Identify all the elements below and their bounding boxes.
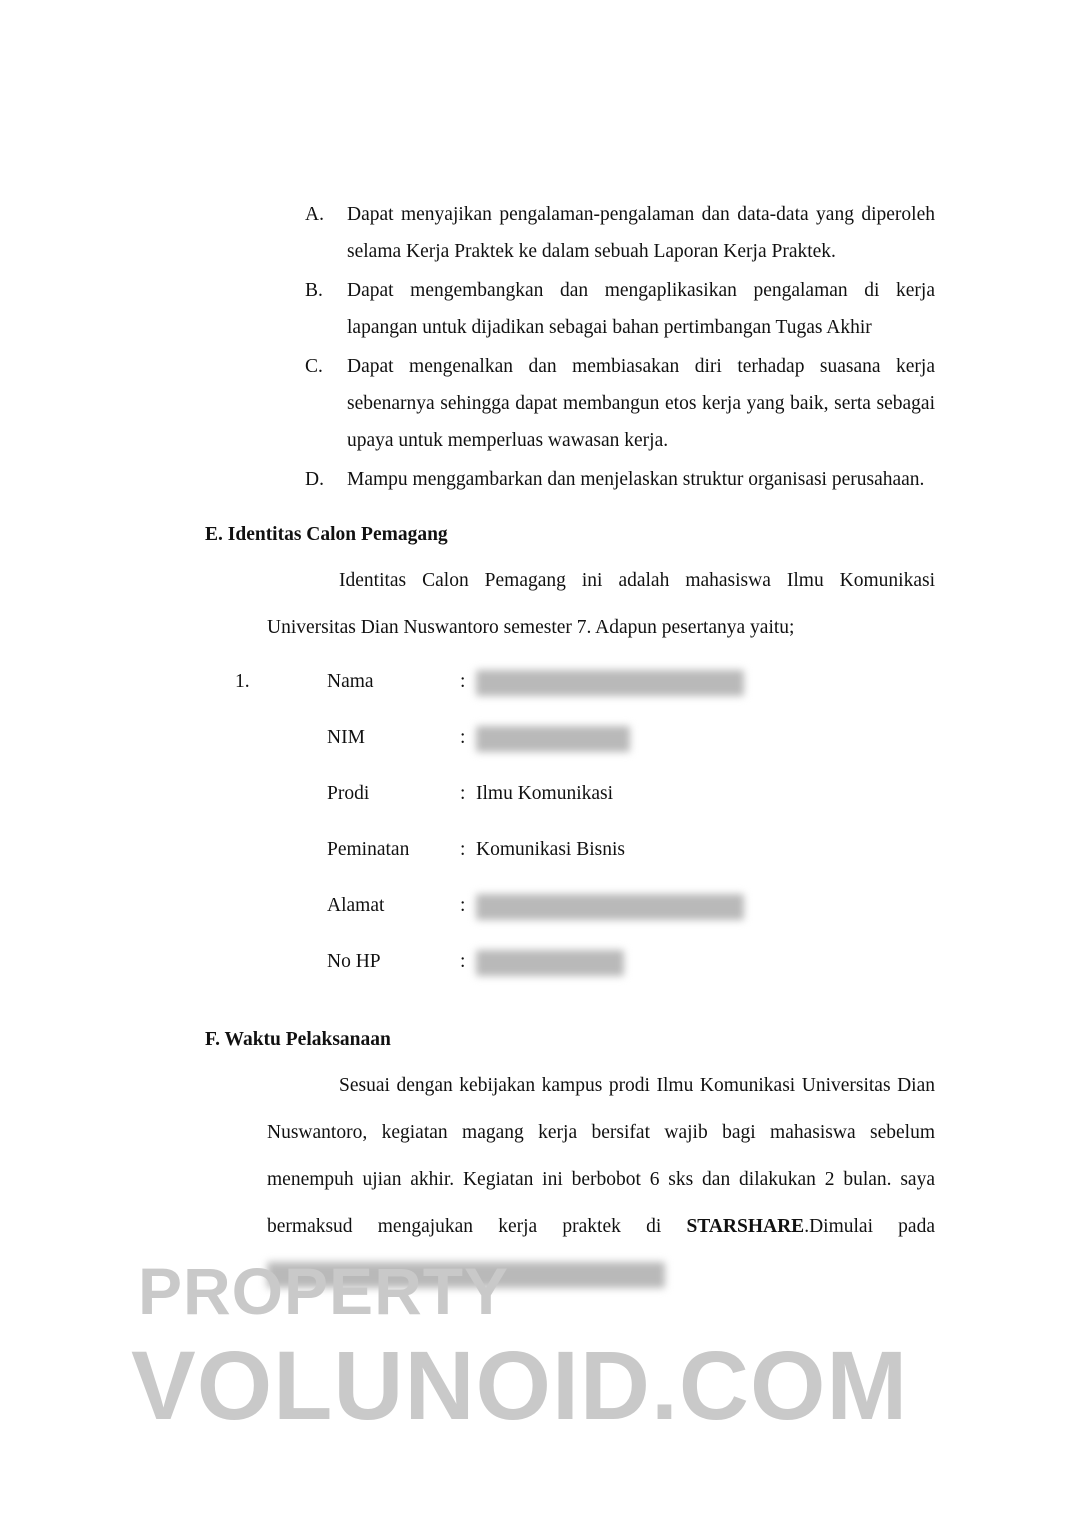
identity-colon: :: [460, 783, 466, 804]
identity-row: [235, 947, 935, 1003]
identity-label-nohp: No HP: [327, 951, 381, 972]
company-name: STARSHARE: [686, 1216, 805, 1237]
identity-label-prodi: Prodi: [327, 783, 370, 804]
identity-value-nama: [476, 667, 744, 697]
section-f-text-part1: Sesuai dengan kebijakan kampus prodi Ilmu Komunikasi Universitas Dian Nuswantoro, kegiatan magang kerja bersifat wajib bagi mahasiswa sebelum menempuh ujian akhir. Kegiatan ini berbobot 6 sks dan dilakukan 2 bulan. saya bermaksud mengajukan kerja praktek di: [267, 1075, 935, 1237]
list-item-marker: C.: [305, 356, 323, 377]
identity-label-peminatan: Peminatan: [327, 839, 410, 860]
list-item: [205, 461, 935, 498]
identity-row: [235, 779, 935, 835]
identity-value-prodi: Ilmu Komunikasi: [476, 783, 614, 804]
list-item-text: Mampu menggambarkan dan menjelaskan struktur organisasi perusahaan.: [347, 469, 925, 490]
identity-label-nama: Nama: [327, 671, 374, 692]
list-item: [205, 196, 935, 270]
identity-value-nim: [476, 723, 630, 753]
list-item-marker: D.: [305, 469, 324, 490]
list-item-marker: B.: [305, 280, 323, 301]
identity-number: 1.: [235, 671, 250, 692]
identity-colon: :: [460, 895, 466, 916]
identity-value-peminatan: Komunikasi Bisnis: [476, 839, 625, 860]
redacted-text: [476, 950, 624, 976]
list-item-text: Dapat mengembangkan dan mengaplikasikan pengalaman di kerja lapangan untuk dijadikan sebagai bahan pertimbangan Tugas Akhir: [347, 280, 935, 338]
list-item-text: Dapat menyajikan pengalaman-pengalaman dan data-data yang diperoleh selama Kerja Praktek ke dalam sebuah Laporan Kerja Praktek.: [347, 204, 935, 262]
list-item: [205, 272, 935, 346]
watermark-volunoid: VOLUNOID.COM: [131, 1331, 909, 1440]
section-f-paragraph: [205, 1062, 935, 1297]
section-heading-e: E. Identitas Calon Pemagang: [205, 524, 448, 545]
section-f-text-part2: .Dimulai pada: [804, 1216, 935, 1237]
section-e-intro: Identitas Calon Pemagang ini adalah mahasiswa Ilmu Komunikasi Universitas Dian Nuswantoro semester 7. Adapun pesertanya yaitu;: [267, 570, 935, 638]
identity-row: [235, 723, 935, 779]
identity-row: [235, 667, 935, 723]
list-item-text: Dapat mengenalkan dan membiasakan diri terhadap suasana kerja sebenarnya sehingga dapat membangun etos kerja yang baik, serta sebagai upaya untuk memperluas wawasan kerja.: [347, 356, 935, 451]
identity-colon: :: [460, 727, 466, 748]
watermark-property: PROPERTY: [138, 1254, 510, 1328]
identity-colon: :: [460, 839, 466, 860]
list-item: [205, 348, 935, 459]
redacted-text-date: [267, 1262, 665, 1288]
identity-block: [205, 667, 935, 1003]
identity-colon: :: [460, 951, 466, 972]
identity-label-alamat: Alamat: [327, 895, 385, 916]
identity-row: [235, 835, 935, 891]
redacted-text: [476, 726, 630, 752]
identity-row: [235, 891, 935, 947]
document-content: [205, 196, 935, 1297]
objectives-list: [205, 196, 935, 498]
identity-label-nim: NIM: [327, 727, 365, 748]
identity-colon: :: [460, 671, 466, 692]
redacted-text: [476, 670, 744, 696]
redacted-text: [476, 894, 744, 920]
section-heading-f: F. Waktu Pelaksanaan: [205, 1029, 391, 1050]
identity-value-alamat: [476, 891, 744, 921]
identity-value-nohp: [476, 947, 624, 977]
list-item-marker: A.: [305, 204, 324, 225]
